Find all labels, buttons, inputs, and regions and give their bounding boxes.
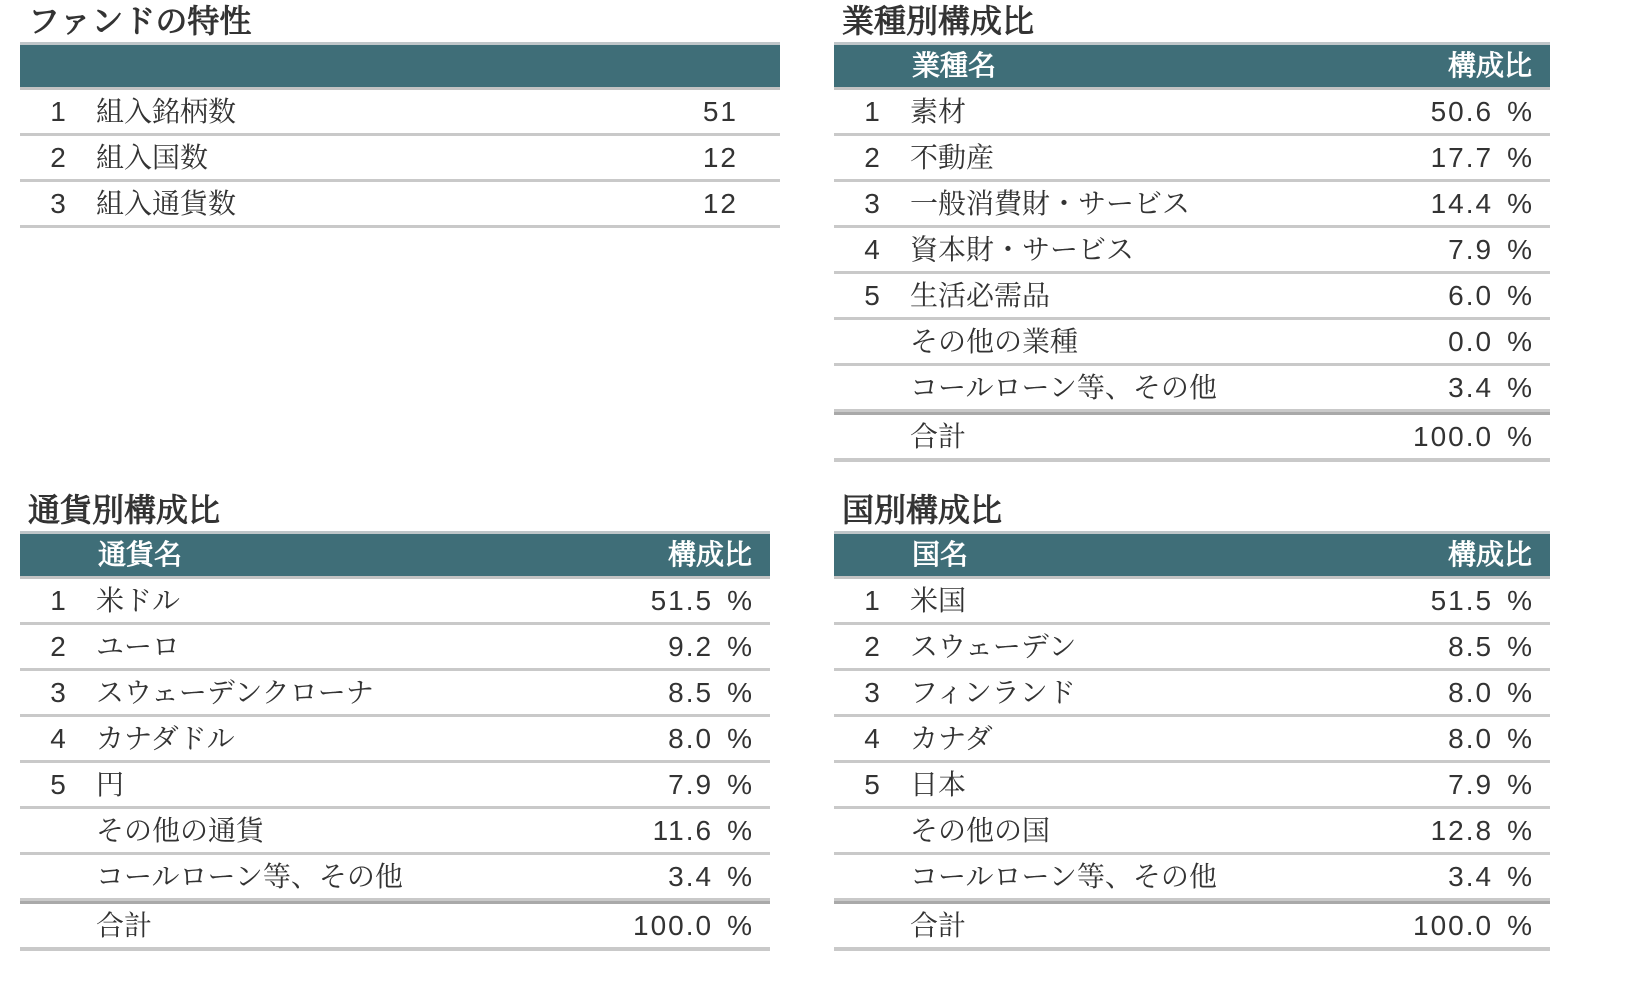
ratio-value: [1431, 579, 1532, 622]
industry-breakdown-header: [834, 42, 1550, 90]
ratio-number: 8.0: [1448, 723, 1494, 754]
rank: 4: [864, 723, 880, 754]
country-breakdown-title: 国別構成比: [842, 491, 1003, 529]
ratio-value: [653, 809, 752, 852]
currency-name: 円: [96, 768, 125, 801]
industry-name: 資本財・サービス: [910, 233, 1135, 266]
rank: 2: [50, 631, 66, 662]
rank: 1: [864, 585, 880, 616]
ratio-value: [1448, 320, 1532, 363]
rank: 5: [864, 769, 880, 800]
ratio-number: 8.0: [1448, 677, 1494, 708]
rank: 5: [864, 280, 880, 311]
rank: 5: [50, 769, 66, 800]
ratio-value: [1431, 136, 1532, 179]
ratio-value: [651, 579, 752, 622]
percent-unit: %: [1507, 723, 1532, 754]
item-value: 51: [702, 96, 738, 127]
ratio-value: [1448, 717, 1532, 760]
ratio-value: [668, 625, 752, 668]
total-label: 合計: [910, 909, 967, 942]
country-name: フィンランド: [910, 676, 1076, 709]
country-name: スウェーデン: [910, 630, 1077, 663]
ratio-value: [1431, 809, 1532, 852]
industry-name: 生活必需品: [910, 279, 1051, 312]
table-row: [834, 763, 1550, 809]
table-row: [20, 182, 780, 228]
total-number: 100.0: [1413, 910, 1494, 941]
ratio-number: 51.5: [650, 585, 714, 616]
currency-name: ユーロ: [96, 630, 181, 663]
percent-unit: %: [727, 769, 752, 800]
currency-name: スウェーデンクローナ: [96, 676, 374, 709]
ratio-value: [1448, 366, 1532, 409]
table-row: [834, 855, 1550, 901]
country-breakdown-header: [834, 531, 1550, 579]
table-row: [834, 717, 1550, 763]
ratio-value: [668, 717, 752, 760]
ratio-number: 8.0: [668, 723, 714, 754]
percent-unit: %: [727, 861, 752, 892]
item-value: 12: [702, 188, 738, 219]
percent-unit: %: [1507, 585, 1532, 616]
fund-characteristics-table: [20, 42, 780, 228]
currency-name: 米ドル: [96, 584, 181, 617]
ratio-value: [1431, 90, 1532, 133]
column-header-name: 業種名: [912, 49, 997, 82]
percent-unit: %: [727, 723, 752, 754]
percent-unit: %: [1507, 910, 1532, 941]
percent-unit: %: [727, 677, 752, 708]
percent-unit: %: [1507, 142, 1532, 173]
ratio-number: 11.6: [652, 815, 714, 846]
ratio-number: 14.4: [1430, 188, 1494, 219]
ratio-value: [1448, 671, 1532, 714]
item-name: 組入国数: [96, 141, 209, 174]
table-row: [20, 671, 770, 717]
rank: 2: [864, 142, 880, 173]
country-breakdown-table: [834, 531, 1550, 951]
percent-unit: %: [1507, 280, 1532, 311]
total-value: [1413, 415, 1532, 458]
percent-unit: %: [727, 585, 752, 616]
currency-name: その他の通貨: [96, 814, 265, 847]
rank: 3: [864, 188, 880, 219]
industry-name: 不動産: [910, 141, 995, 174]
industry-name: コールローン等、その他: [910, 371, 1217, 404]
total-value: [1413, 904, 1532, 947]
item-name: 組入通貨数: [96, 187, 237, 220]
ratio-number: 3.4: [1448, 372, 1494, 403]
rank: 4: [864, 234, 880, 265]
currency-breakdown-table: [20, 531, 770, 951]
fund-characteristics-title: ファンドの特性: [28, 2, 252, 40]
table-row: [20, 809, 770, 855]
currency-breakdown-panel: [20, 489, 770, 942]
country-name: 米国: [910, 584, 967, 617]
industry-name: その他の業種: [910, 325, 1079, 358]
column-header-name: 国名: [912, 538, 969, 571]
ratio-number: 17.7: [1430, 142, 1494, 173]
ratio-value: [1448, 625, 1532, 668]
column-header-ratio: 構成比: [667, 538, 752, 571]
ratio-number: 6.0: [1448, 280, 1494, 311]
rank: 1: [864, 96, 880, 127]
percent-unit: %: [1507, 815, 1532, 846]
ratio-value: [1448, 228, 1532, 271]
percent-unit: %: [1507, 188, 1532, 219]
percent-unit: %: [1507, 861, 1532, 892]
fund-characteristics-header: [20, 42, 780, 90]
ratio-number: 3.4: [1448, 861, 1494, 892]
country-name: その他の国: [910, 814, 1051, 847]
table-row: [834, 579, 1550, 625]
percent-unit: %: [1507, 326, 1532, 357]
percent-unit: %: [727, 910, 752, 941]
total-number: 100.0: [633, 910, 714, 941]
column-header-ratio: 構成比: [1447, 538, 1532, 571]
item-name: 組入銘柄数: [96, 95, 237, 128]
industry-breakdown-table: [834, 42, 1550, 462]
percent-unit: %: [1507, 234, 1532, 265]
rank: 2: [50, 142, 66, 173]
ratio-number: 8.5: [1448, 631, 1494, 662]
total-row: [20, 901, 770, 951]
table-row: [834, 809, 1550, 855]
industry-breakdown-panel: [834, 0, 1550, 453]
table-row: [834, 366, 1550, 412]
table-row: [20, 717, 770, 763]
ratio-number: 0.0: [1448, 326, 1494, 357]
percent-unit: %: [1507, 631, 1532, 662]
ratio-number: 12.8: [1430, 815, 1494, 846]
rank: 1: [50, 96, 66, 127]
rank: 4: [50, 723, 66, 754]
column-header-name: 通貨名: [98, 538, 183, 571]
table-row: [20, 136, 780, 182]
table-row: [20, 90, 780, 136]
ratio-number: 51.5: [1430, 585, 1494, 616]
total-row: [834, 901, 1550, 951]
rank: 2: [864, 631, 880, 662]
country-name: カナダ: [910, 722, 993, 755]
table-row: [834, 625, 1550, 671]
percent-unit: %: [1507, 421, 1532, 452]
ratio-number: 3.4: [668, 861, 714, 892]
ratio-value: [1431, 182, 1532, 225]
rank: 3: [50, 188, 66, 219]
table-row: [834, 90, 1550, 136]
currency-breakdown-header: [20, 531, 770, 579]
rank: 3: [50, 677, 66, 708]
item-value: 12: [702, 142, 738, 173]
ratio-value: [1448, 763, 1532, 806]
country-name: コールローン等、その他: [910, 860, 1217, 893]
ratio-value: [668, 671, 752, 714]
total-label: 合計: [910, 420, 967, 453]
ratio-number: 8.5: [668, 677, 714, 708]
table-row: [20, 763, 770, 809]
total-row: [834, 412, 1550, 462]
ratio-number: 7.9: [668, 769, 714, 800]
country-name: 日本: [910, 768, 967, 801]
ratio-value: [668, 763, 752, 806]
currency-name: カナダドル: [96, 722, 235, 755]
country-breakdown-panel: [834, 489, 1550, 942]
percent-unit: %: [1507, 372, 1532, 403]
percent-unit: %: [727, 815, 752, 846]
total-value: [633, 904, 752, 947]
percent-unit: %: [1507, 677, 1532, 708]
table-row: [834, 136, 1550, 182]
column-header-ratio: 構成比: [1447, 49, 1532, 82]
total-number: 100.0: [1413, 421, 1494, 452]
table-row: [834, 228, 1550, 274]
ratio-number: 7.9: [1448, 234, 1494, 265]
percent-unit: %: [727, 631, 752, 662]
total-label: 合計: [96, 909, 153, 942]
industry-name: 素材: [910, 95, 967, 128]
ratio-number: 9.2: [668, 631, 714, 662]
table-row: [20, 579, 770, 625]
table-row: [834, 671, 1550, 717]
table-row: [20, 625, 770, 671]
percent-unit: %: [1507, 769, 1532, 800]
percent-unit: %: [1507, 96, 1532, 127]
currency-breakdown-title: 通貨別構成比: [28, 491, 221, 529]
table-row: [20, 855, 770, 901]
ratio-value: [1448, 855, 1532, 898]
rank: 3: [864, 677, 880, 708]
fund-characteristics-panel: [20, 0, 780, 240]
industry-breakdown-title: 業種別構成比: [842, 2, 1035, 40]
currency-name: コールローン等、その他: [96, 860, 403, 893]
table-row: [834, 274, 1550, 320]
ratio-value: [1448, 274, 1532, 317]
table-row: [834, 182, 1550, 228]
ratio-value: [668, 855, 752, 898]
rank: 1: [50, 585, 66, 616]
industry-name: 一般消費財・サービス: [910, 187, 1191, 220]
ratio-number: 50.6: [1430, 96, 1494, 127]
ratio-number: 7.9: [1448, 769, 1494, 800]
table-row: [834, 320, 1550, 366]
